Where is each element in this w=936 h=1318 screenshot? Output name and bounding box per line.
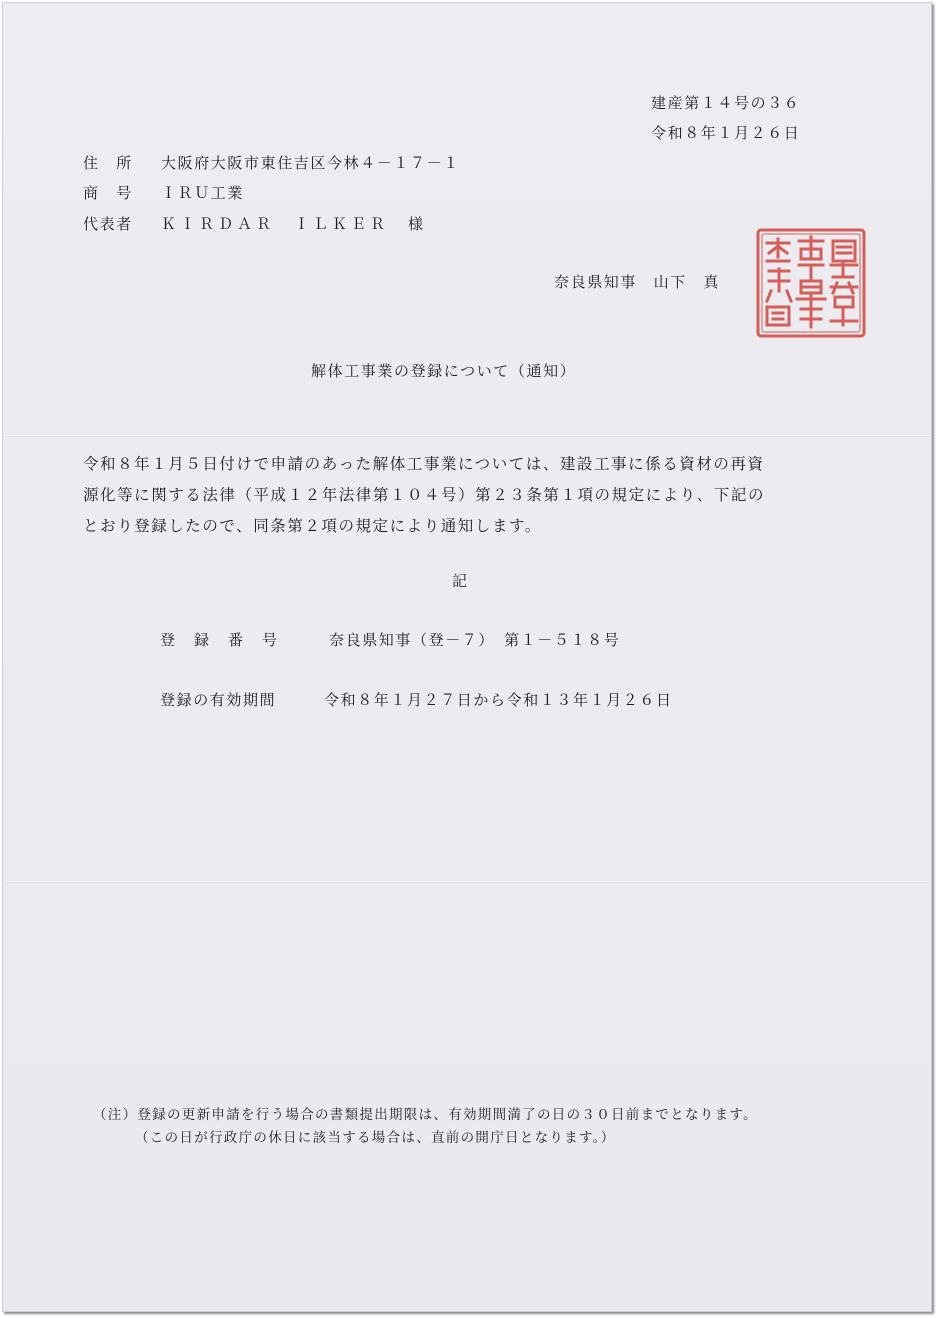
company-value: ＩＲＵ工業 <box>161 184 245 202</box>
seal-stamp-icon <box>753 225 869 341</box>
document-number: 建産第１４号の３６ <box>651 94 801 112</box>
address-label: 住 所 <box>83 154 133 172</box>
representative-value: ＫＩＲＤＡＲ ＩＬＫＥＲ 様 <box>161 215 428 233</box>
body-line: 源化等に関する法律（平成１２年法律第１０４号）第２３条第１項の規定により、下記の <box>83 486 766 504</box>
company-label: 商 号 <box>83 184 133 202</box>
representative-label: 代表者 <box>83 215 133 233</box>
ki-heading: 記 <box>452 572 469 590</box>
registration-number-value: 奈良県知事（登－７） 第１－５１８号 <box>329 631 621 649</box>
official-seal <box>753 225 869 341</box>
footnote <box>93 1104 758 1150</box>
document-page <box>2 2 932 1312</box>
body-line: とおり登録したので、同条第２項の規定により通知します。 <box>83 517 542 535</box>
validity-period-label: 登録の有効期間 <box>160 691 277 709</box>
body-paragraph <box>83 449 843 542</box>
validity-period-value: 令和８年１月２７日から令和１３年１月２６日 <box>324 691 673 709</box>
footnote-line: （この日が行政庁の休日に該当する場合は、直前の開庁日となります。） <box>135 1130 616 1146</box>
address-value: 大阪府大阪市東住吉区今林４－１７－１ <box>161 154 460 172</box>
paper-fold-line <box>3 435 931 437</box>
footnote-line: （注）登録の更新申請を行う場合の書類提出期限は、有効期間満了の日の３０日前までとなります。 <box>93 1107 758 1123</box>
document-title: 解体工事業の登録について（通知） <box>311 362 577 380</box>
body-line: 令和８年１月５日付けで申請のあった解体工事業については、建設工事に係る資材の再資 <box>83 455 765 473</box>
document-date: 令和８年１月２６日 <box>651 124 801 142</box>
sender-name: 奈良県知事 山下 真 <box>554 273 721 291</box>
paper-fold-line <box>3 881 931 883</box>
registration-number-label: 登 録 番 号 <box>160 631 280 649</box>
